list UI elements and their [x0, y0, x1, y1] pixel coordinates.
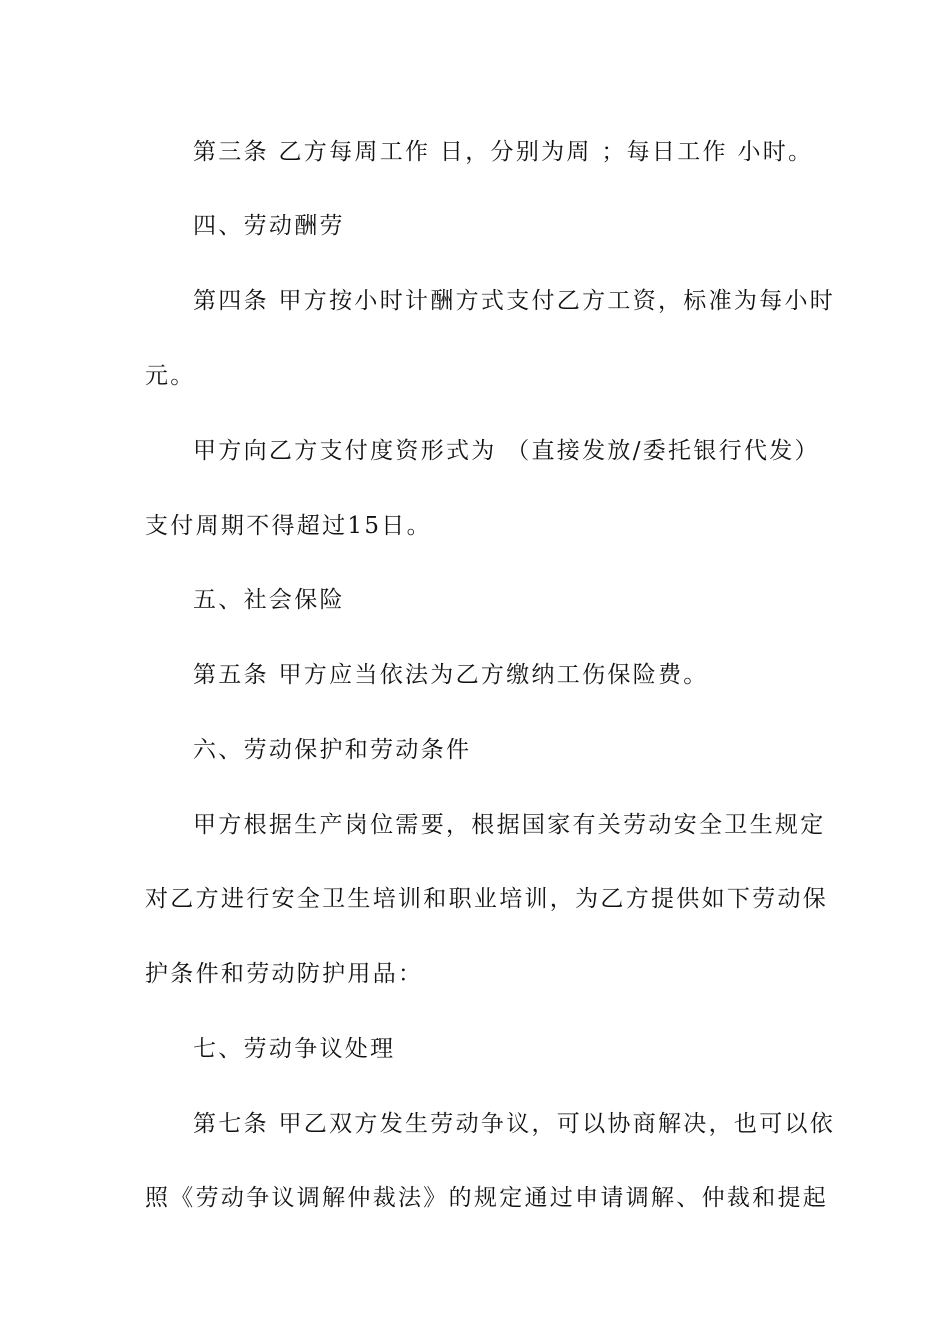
- section-4-heading: 四、劳动酬劳: [193, 213, 345, 239]
- section-5-heading: 五、社会保险: [193, 587, 345, 613]
- section-7-heading: 七、劳动争议处理: [193, 1036, 396, 1062]
- protection-text-line-3: 护条件和劳动防护用品：: [145, 961, 424, 987]
- payment-form-text-line-2: 支付周期不得超过15日。: [145, 513, 432, 539]
- article-7-text-line-1: 第七条 甲乙双方发生劳动争议，可以协商解决，也可以依: [193, 1111, 836, 1137]
- article-3-text: 第三条 乙方每周工作 日，分别为周 ；每日工作 小时。: [193, 139, 814, 165]
- article-5-text: 第五条 甲方应当依法为乙方缴纳工伤保险费。: [193, 662, 709, 688]
- protection-text-line-1: 甲方根据生产岗位需要，根据国家有关劳动安全卫生规定: [193, 812, 826, 838]
- article-4-text-line-1: 第四条 甲方按小时计酬方式支付乙方工资，标准为每小时: [193, 288, 836, 314]
- payment-form-text-line-1: 甲方向乙方支付度资形式为 （直接发放/委托银行代发）: [193, 438, 820, 464]
- section-6-heading: 六、劳动保护和劳动条件: [193, 737, 472, 763]
- article-7-text-line-2: 照《劳动争议调解仲裁法》的规定通过申请调解、仲裁和提起: [145, 1185, 829, 1211]
- article-4-text-line-2: 元。: [145, 363, 196, 389]
- protection-text-line-2: 对乙方进行安全卫生培训和职业培训，为乙方提供如下劳动保: [145, 886, 829, 912]
